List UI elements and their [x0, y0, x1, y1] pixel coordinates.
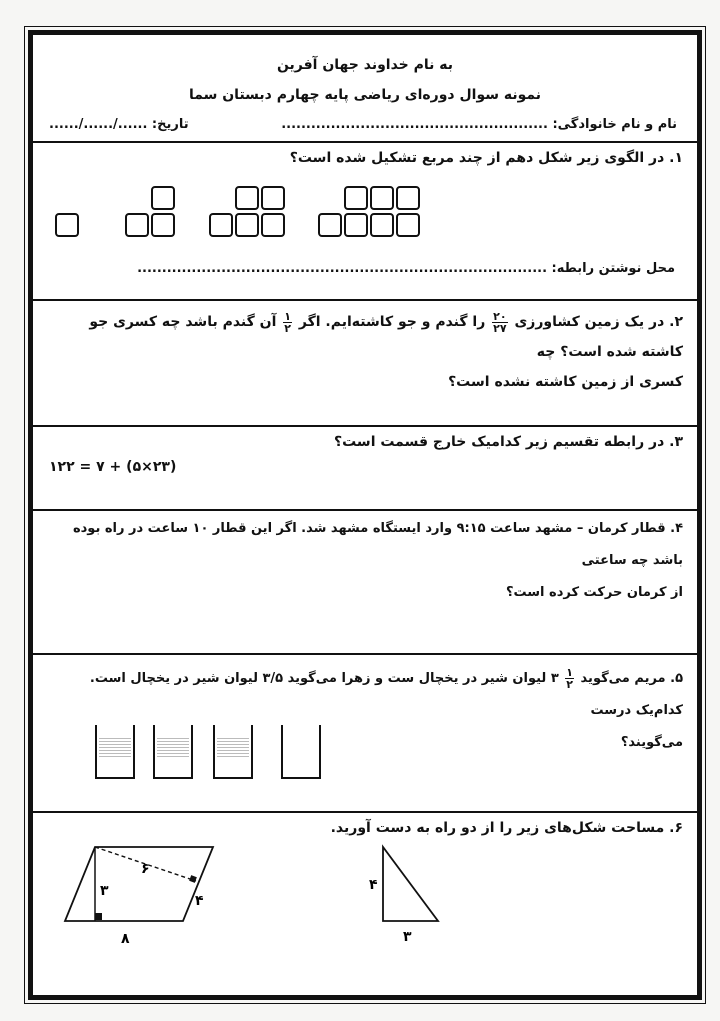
para-height-label: ۳	[100, 883, 109, 899]
page-title: به نام خداوند جهان آفرین	[276, 57, 454, 73]
parallelogram-figure	[53, 843, 243, 953]
question-5: ۵. مریم می‌گوید $\frac{۱}{۲}$ ۳ لیوان شیر در یخچال ست و زهرا می‌گوید ۳/۵ لیوان شیر در یخچال است. کدام‌یک درست می‌گویند؟	[89, 666, 683, 750]
divider	[33, 299, 697, 301]
name-field[interactable]: نام و نام خانوادگی: ......................................................	[281, 117, 677, 132]
para-diagonal-label: ۶	[141, 861, 150, 877]
para-base-label: ۸	[121, 931, 130, 947]
question-6: ۶. مساحت شکل‌های زیر را از دو راه به دست آورید.	[330, 820, 683, 836]
relation-field[interactable]: محل نوشتن رابطه: ...................................................................................	[137, 261, 675, 276]
tri-base-label: ۳	[403, 929, 412, 945]
question-2: ۲. در یک زمین کشاورزی $\frac{۲۰}{۲۷}$ را گندم و جو کاشته‌ایم. اگر $\frac{۱}{۲}$ آن گندم باشد چه کسری جو کاشته شده است؟ چه کسری از زمین کاشته نشده است؟	[89, 309, 683, 390]
glass-icon	[95, 725, 135, 779]
fraction: $\frac{۲۰}{۲۷}$	[493, 309, 507, 335]
tri-height-label: ۴	[369, 877, 378, 893]
fraction: $\frac{۱}{۲}$	[284, 309, 292, 335]
divider	[33, 653, 697, 655]
glass-icon	[281, 725, 321, 779]
fraction: $\frac{۱}{۲}$	[566, 666, 574, 691]
divider	[33, 509, 697, 511]
para-side-label: ۴	[195, 893, 204, 909]
page-subtitle: نمونه سوال دوره‌ای ریاضی پایه چهارم دبستان سما	[188, 87, 542, 103]
date-field[interactable]: تاریخ: ....../....../......	[49, 117, 189, 132]
glass-icon	[153, 725, 193, 779]
question-4: ۴. قطار کرمان – مشهد ساعت ۹:۱۵ وارد ایستگاه مشهد شد. اگر این قطار ۱۰ ساعت در راه بوده باشد چه ساعتی از کرمان حرکت کرده است؟	[72, 521, 683, 600]
right-triangle-figure	[363, 841, 453, 951]
worksheet	[28, 30, 702, 1000]
question-1: ۱. در الگوی زیر شکل دهم از چند مربع تشکیل شده است؟	[289, 150, 683, 166]
glass-icon	[213, 725, 253, 779]
division-equation: (۲۳×۵) + ۷ = ۱۲۲	[49, 459, 177, 475]
question-3: ۳. در رابطه تقسیم زیر کدامیک خارج قسمت است؟	[333, 434, 683, 450]
